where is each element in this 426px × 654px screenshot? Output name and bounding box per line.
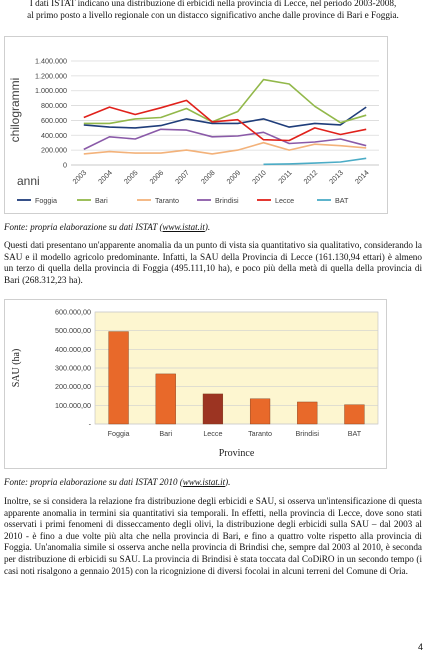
y-tick-label: 100.000,00 [55,400,91,410]
istat-link[interactable]: www.istat.it [182,477,226,487]
paragraph-sau-anomaly: Questi dati presentano un'apparente anomalia da un punto di vista sia quantitativo sia qualitativo, considerando la SAU e il modello agricolo predominante. Infatti, la SAU della Provincia di Lecce (161.130,94 ettari) è almeno un terzo di quella della provincia di Foggia (495.111,10 ha), e poco più della metà di quella della provincia di Bari (268.312,23 ha). [4,240,422,285]
x-tick-label: 2014 [352,168,371,186]
bar-chart-svg [5,300,386,468]
intro-line-2: al primo posto a livello regionale con un distacco significativo anche dalle province di Bari e Foggia. [27,9,399,20]
x-tick-label: Foggia [107,429,130,438]
page-number: 4 [417,642,423,652]
sau-bar-chart [4,299,387,469]
y-tick-label: 0 [63,160,67,170]
y-tick-label: 200.000,00 [55,382,91,392]
series-line-bari [84,80,366,124]
series-line-brindisi [84,129,366,149]
bar-brindisi [297,402,317,424]
istat-link[interactable]: www.istat.it [162,222,205,232]
series-line-bat [264,158,367,164]
x-tick-label: 2004 [96,168,114,186]
source-suffix: ). [225,477,231,487]
chart2-source [4,477,422,489]
y-axis-title: chilogrammi [8,77,22,143]
y-tick-label: 500.000,00 [55,326,91,336]
x-tick-label: 2009 [224,168,243,186]
x-tick-label: 2003 [70,168,89,186]
x-tick-label: 2007 [173,168,191,186]
legend-label: BAT [335,196,349,205]
chart1-source [4,222,422,234]
x-axis-title: Province [218,448,255,459]
y-axis-title: SAU (ha) [11,348,22,388]
source-prefix: Fonte: propria elaborazione su dati ISTAT 2010 ( [4,477,183,487]
legend-label: Lecce [275,196,295,205]
y-tick-label: 1.200.000 [35,71,67,81]
bar-lecce [203,394,223,424]
y-tick-label: 400.000,00 [55,344,91,354]
series-line-taranto [84,143,366,154]
x-tick-label: 2011 [276,168,294,186]
x-tick-label: Brindisi [295,429,320,438]
y-tick-label: 200.000 [41,145,67,155]
x-tick-label: 2013 [327,168,345,186]
line-chart-svg [5,37,387,213]
x-tick-label: BAT [347,429,362,438]
intro-line-1: I dati ISTAT indicano una distribuzione di erbicidi nella provincia di Lecce, nel periodo 2003-2008, [29,0,397,8]
x-tick-label: 2008 [198,168,217,186]
bar-taranto [250,399,270,424]
legend-label: Foggia [35,196,57,205]
x-tick-label: 2005 [121,168,140,186]
source-prefix: Fonte: propria elaborazione su dati ISTAT ( [4,222,163,232]
x-tick-label: 2010 [250,168,268,186]
y-tick-label: 300.000,00 [55,363,91,373]
y-tick-label: 1.400.000 [35,56,67,66]
y-tick-label: 1.000.000 [35,86,67,96]
bar-bari [156,374,176,424]
x-tick-label: Bari [159,429,173,438]
y-tick-label: 400.000 [41,130,67,140]
y-tick-label: - [88,419,91,429]
legend-label: Bari [95,196,108,205]
x-tick-label: Lecce [203,429,223,438]
x-tick-label: 2006 [147,168,166,186]
bar-foggia [109,332,129,424]
paragraph-herbicide-intensification: Inoltre, se si considera la relazione fra distribuzione degli erbicidi e SAU, si osserva un'intensificazione di questa apparente anomalia in termini sia quantitativi sia temporali. In effetti, nella provincia di Lecce, dove sono stati osservati i primi fenomeni di disseccamento degli olivi, la distribuzione degli erbicidi sulla SAU – dal 2003 al 2010 - è fino a due volte più alta che nella provincia di Bari, e fino a quattro volte rispetto alla provincia di Foggia. Un'anomalia simile si osserva anche nella provincia di Brindisi che, sempre dal 2003 al 2010, è seconda per distribuzione di erbicidi su SAU. La provincia di Brindisi è stata toccata dal CoDiRO in un secondo tempo (i casi noti risalgono a gennaio 2015) con la ricognizione di diversi focolai in alcuni terreni del Comune di Oria. [4,496,422,576]
y-tick-label: 800.000 [41,101,67,111]
legend-label: Taranto [155,196,179,205]
legend-label: Brindisi [215,196,239,205]
x-axis-title: anni [17,174,40,188]
x-tick-label: 2012 [301,168,320,186]
y-tick-label: 600.000 [41,115,67,125]
herbicide-line-chart [4,36,388,214]
intro-paragraph [4,0,422,21]
bar-bat [345,405,365,424]
y-tick-label: 600.000,00 [55,307,91,317]
x-tick-label: Taranto [248,429,273,438]
source-suffix: ). [204,222,211,232]
